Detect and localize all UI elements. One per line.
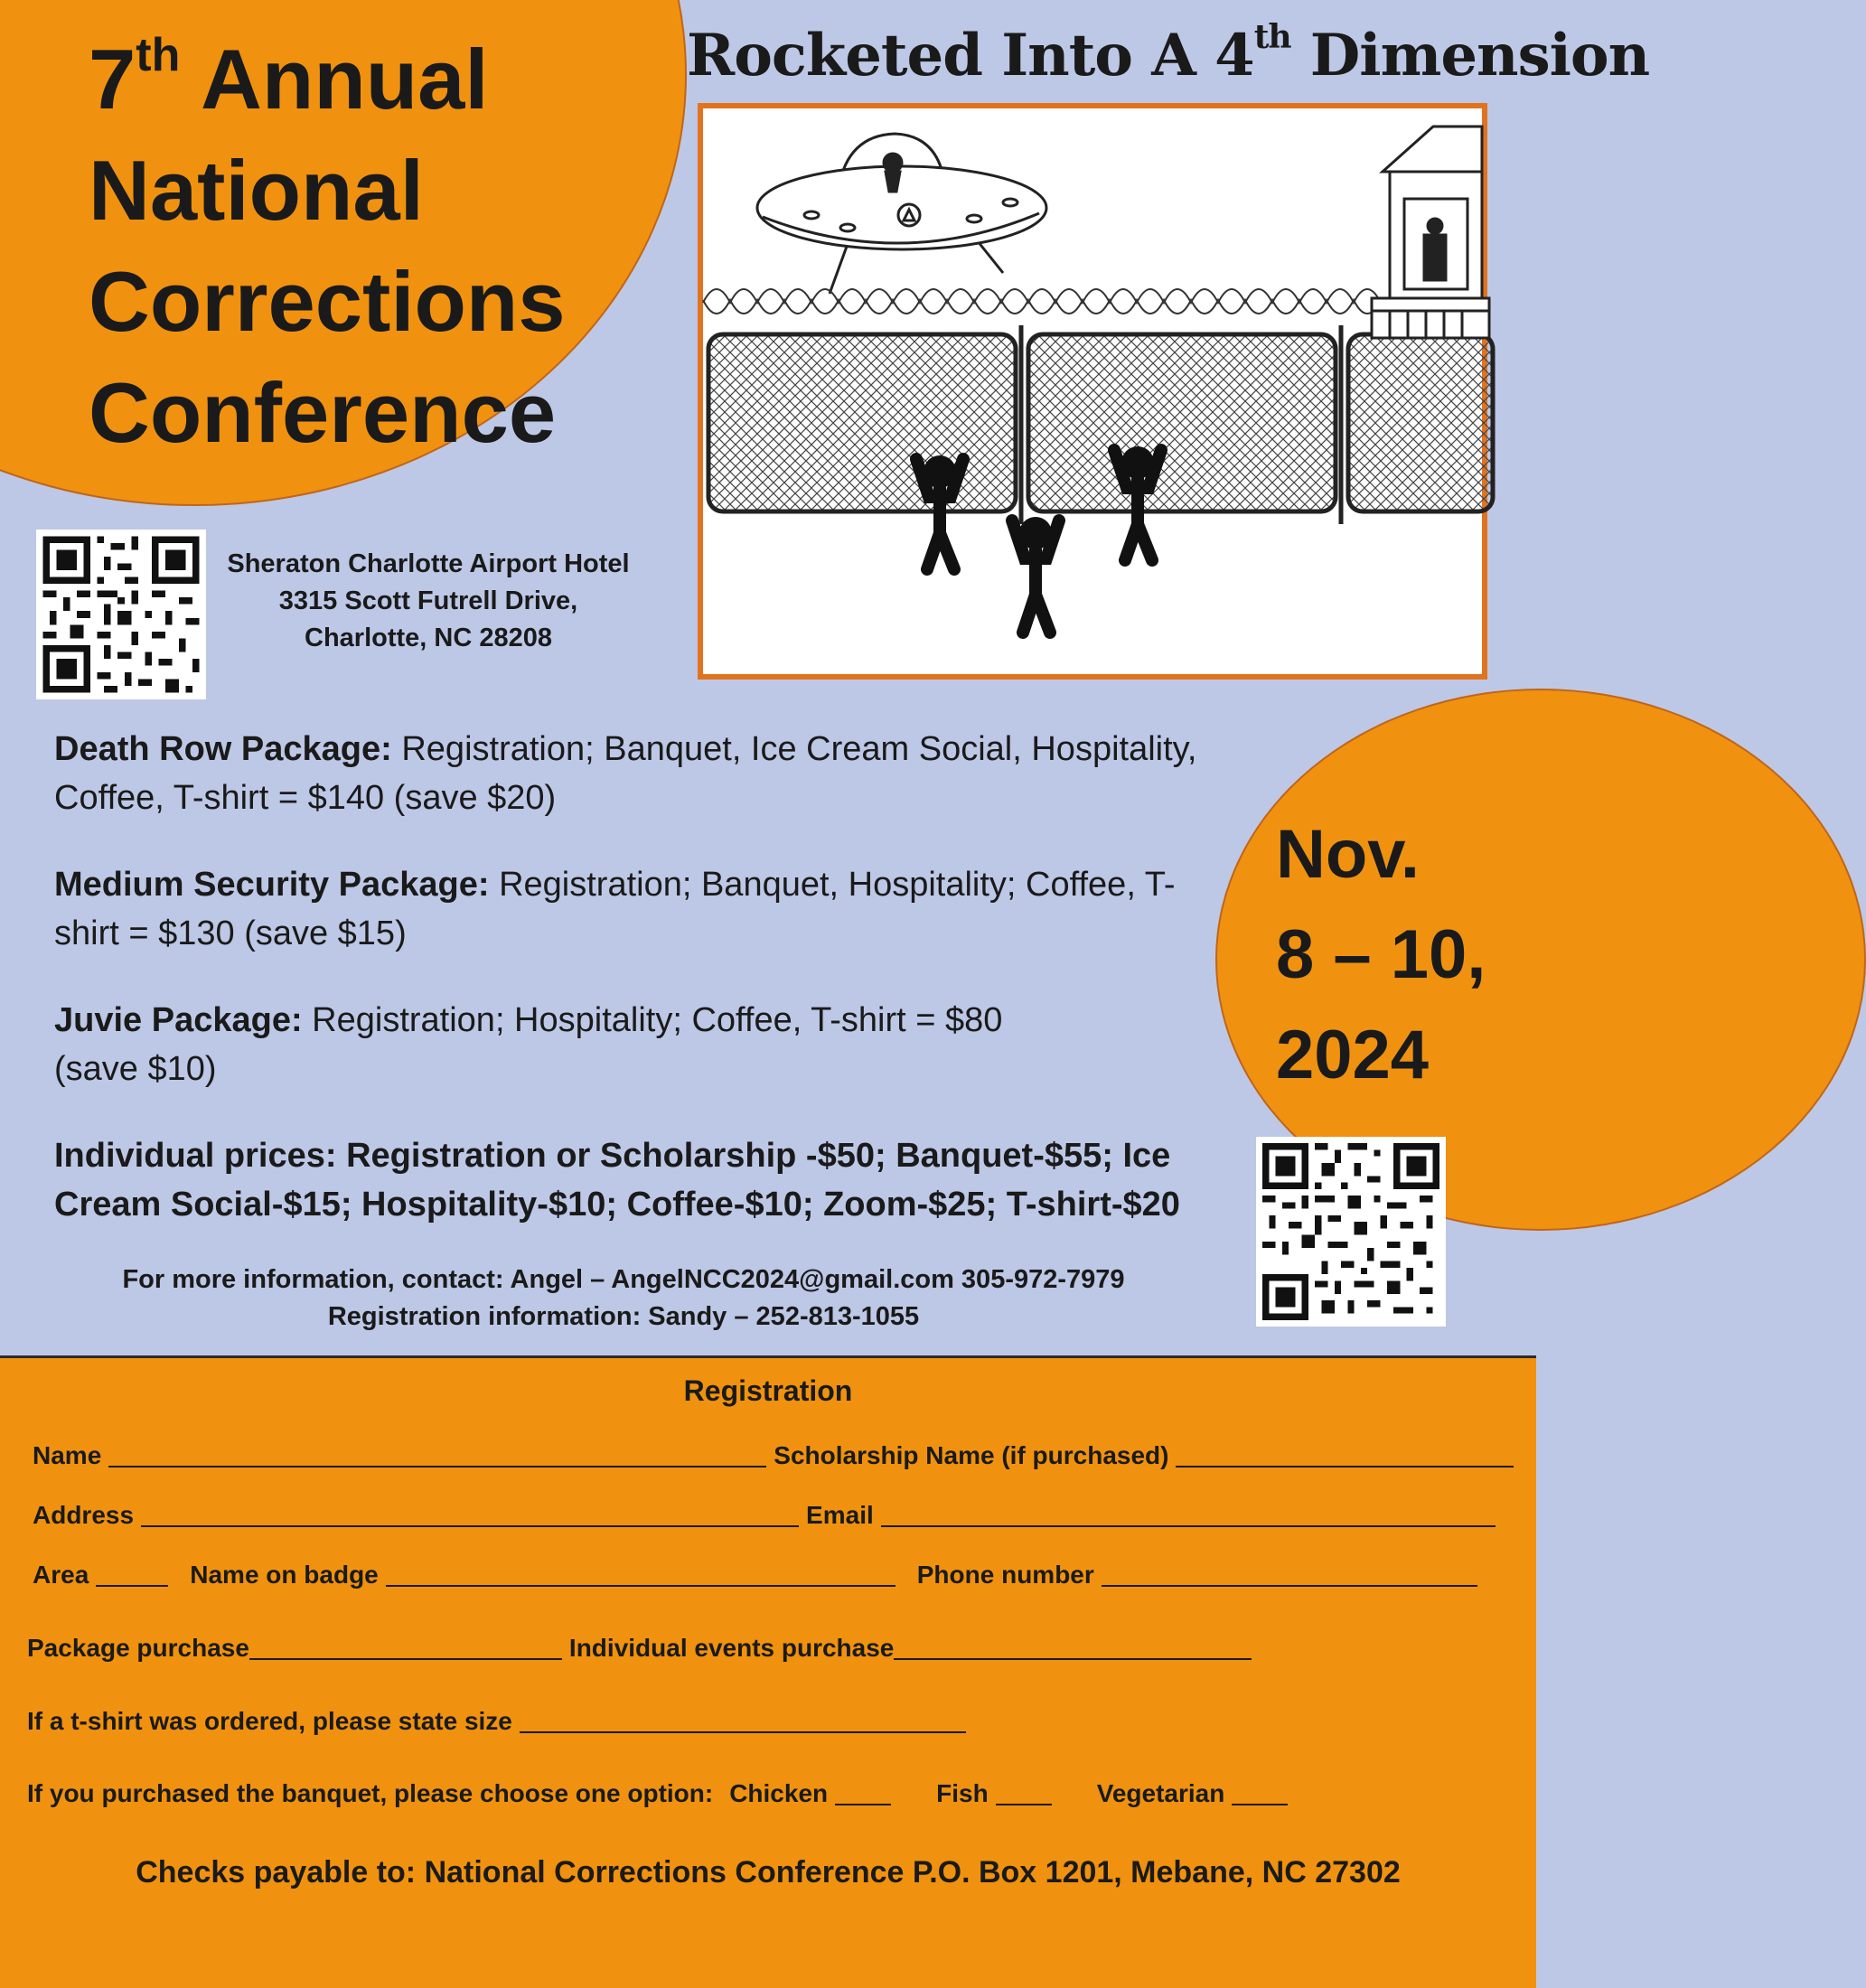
event-days: 8 – 10, bbox=[1276, 916, 1486, 993]
scholarship-label: Scholarship Name (if purchased) bbox=[774, 1441, 1169, 1469]
address-field[interactable] bbox=[141, 1502, 799, 1527]
option-fish-field[interactable] bbox=[996, 1780, 1052, 1805]
registration-contact-line: Registration information: Sandy – 252-813-1055 bbox=[327, 1302, 920, 1331]
option-chicken-label: Chicken bbox=[729, 1779, 829, 1807]
guard-tower-icon bbox=[1372, 127, 1489, 338]
individual-purchase-label: Individual events purchase bbox=[568, 1634, 895, 1662]
package-list bbox=[54, 725, 1220, 1267]
venue-city: Charlotte, NC 28208 bbox=[305, 624, 552, 652]
venue-name: Sheraton Charlotte Airport Hotel bbox=[227, 549, 630, 578]
phone-field[interactable] bbox=[1102, 1561, 1477, 1587]
package-death-row: Death Row Package: Registration; Banquet, Ice Cream Social, Hospitality, Coffee, T-shirt = $140 (save $20) bbox=[54, 730, 1197, 817]
package-medium-security: Medium Security Package: Registration; Banquet, Hospitality; Coffee, T-shirt = $130 (save $15) bbox=[54, 866, 1176, 952]
conference-theme: Rocketed Into A 4th Dimension bbox=[687, 18, 1650, 89]
package-juvie: Juvie Package: Registration; Hospitality; Coffee, T-shirt = $80 (save $10) bbox=[54, 1001, 1003, 1088]
package-purchase-field[interactable] bbox=[249, 1635, 562, 1660]
badge-label: Name on badge bbox=[190, 1561, 379, 1589]
banquet-row bbox=[27, 1779, 1295, 1808]
event-month: Nov. bbox=[1276, 816, 1421, 893]
name-row bbox=[33, 1441, 1521, 1470]
option-fish-label: Fish bbox=[936, 1779, 989, 1807]
name-field[interactable] bbox=[108, 1442, 766, 1468]
badge-row bbox=[33, 1561, 1485, 1589]
ufo-alien-icon bbox=[757, 134, 1046, 294]
registration-form bbox=[0, 1355, 1536, 1988]
option-chicken-field[interactable] bbox=[835, 1780, 891, 1805]
tshirt-size-field[interactable] bbox=[520, 1708, 966, 1733]
phone-label: Phone number bbox=[916, 1561, 1094, 1589]
event-year: 2024 bbox=[1276, 1017, 1430, 1093]
registration-qr-code[interactable] bbox=[1256, 1137, 1446, 1327]
area-field[interactable] bbox=[96, 1561, 168, 1587]
email-label: Email bbox=[806, 1501, 874, 1529]
banquet-label: If you purchased the banquet, please choose one option: bbox=[27, 1779, 714, 1807]
contact-line: For more information, contact: Angel – AngelNCC2024@gmail.com 305-972-7979 bbox=[122, 1265, 1125, 1294]
checks-payable: Checks payable to: National Corrections Conference P.O. Box 1201, Mebane, NC 27302 bbox=[136, 1855, 1401, 1890]
fence-icon bbox=[708, 325, 1493, 524]
page-title: 7th Annual National Corrections Conference bbox=[89, 29, 566, 460]
contact-info bbox=[36, 1261, 1211, 1336]
individual-purchase-field[interactable] bbox=[894, 1635, 1252, 1660]
individual-prices: Individual prices: Registration or Scholarship -$50; Banquet-$55; Ice Cream Social-$15; Hospitality-$10; Coffee-$10; Zoom-$25; T-shirt-$20 bbox=[54, 1137, 1180, 1224]
option-vegetarian-label: Vegetarian bbox=[1096, 1779, 1225, 1807]
qr-code-icon bbox=[36, 530, 206, 699]
option-vegetarian-field[interactable] bbox=[1232, 1780, 1288, 1805]
email-field[interactable] bbox=[881, 1502, 1496, 1527]
name-label: Name bbox=[33, 1441, 102, 1469]
qr-code-icon bbox=[1256, 1137, 1446, 1327]
theme-illustration bbox=[698, 103, 1487, 680]
razor-wire-icon bbox=[703, 289, 1381, 314]
hotel-qr-code[interactable] bbox=[36, 530, 206, 699]
event-dates bbox=[1276, 804, 1486, 1105]
venue-street: 3315 Scott Futrell Drive, bbox=[278, 586, 578, 615]
scholarship-field[interactable] bbox=[1176, 1442, 1514, 1468]
registration-title: Registration bbox=[683, 1374, 853, 1407]
purchase-row bbox=[27, 1634, 1259, 1663]
tshirt-row bbox=[27, 1707, 973, 1736]
package-purchase-label: Package purchase bbox=[27, 1634, 249, 1662]
venue-address bbox=[220, 546, 636, 657]
tshirt-label: If a t-shirt was ordered, please state size bbox=[27, 1707, 512, 1735]
address-row bbox=[33, 1501, 1503, 1530]
address-label: Address bbox=[33, 1501, 135, 1529]
area-label: Area bbox=[33, 1561, 89, 1589]
badge-field[interactable] bbox=[386, 1561, 895, 1587]
